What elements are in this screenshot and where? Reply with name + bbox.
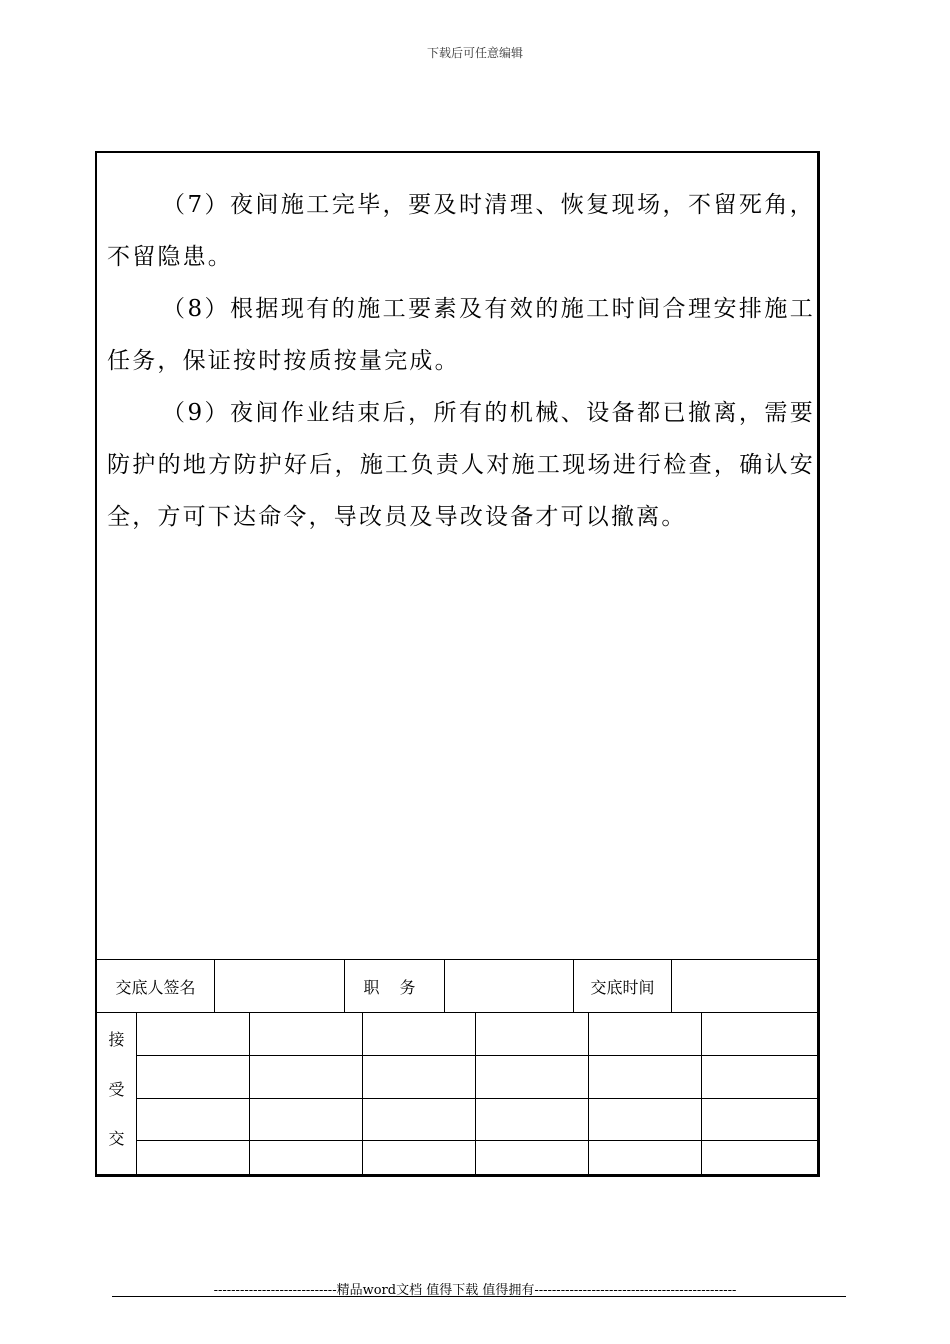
footer-divider	[112, 1296, 846, 1297]
receiver-cell[interactable]	[589, 1099, 702, 1141]
signer-label: 交底人签名	[97, 960, 215, 1012]
position-label: 职务	[345, 960, 445, 1012]
receiver-cell[interactable]	[137, 1013, 250, 1056]
receiver-cell[interactable]	[363, 1141, 476, 1176]
receiver-cell[interactable]	[589, 1056, 702, 1099]
disclosure-form	[95, 151, 820, 1177]
footer-text: ----------------------------精品word文档 值得下载 值得拥有----------------------------------------------	[213, 1283, 737, 1298]
receiver-cell[interactable]	[363, 1099, 476, 1141]
receiver-section	[97, 1013, 819, 1176]
receiver-cell[interactable]	[137, 1141, 250, 1176]
receiver-cell[interactable]	[363, 1013, 476, 1056]
receiver-cell[interactable]	[250, 1141, 363, 1176]
signature-row	[97, 959, 819, 1013]
receiver-label-char: 受	[108, 1079, 125, 1099]
receiver-grid	[137, 1013, 819, 1176]
receiver-label-char: 交	[108, 1129, 125, 1149]
receiver-cell[interactable]	[476, 1141, 589, 1176]
content-body	[107, 179, 815, 543]
receiver-cell[interactable]	[476, 1056, 589, 1099]
time-field[interactable]	[672, 960, 819, 1012]
paragraph-7: （7）夜间施工完毕，要及时清理、恢复现场，不留死角，不留隐患。	[107, 192, 815, 270]
receiver-cell[interactable]	[137, 1056, 250, 1099]
time-label: 交底时间	[574, 960, 672, 1012]
receiver-cell[interactable]	[250, 1013, 363, 1056]
receiver-cell[interactable]	[702, 1056, 819, 1099]
receiver-cell[interactable]	[702, 1013, 819, 1056]
header-note: 下载后可任意编辑	[426, 46, 523, 60]
receiver-cell[interactable]	[250, 1056, 363, 1099]
receiver-cell[interactable]	[702, 1141, 819, 1176]
receiver-label	[97, 1013, 137, 1176]
paragraph-8: （8）根据现有的施工要素及有效的施工时间合理安排施工任务，保证按时按质按量完成。	[107, 296, 815, 374]
receiver-cell[interactable]	[476, 1013, 589, 1056]
receiver-cell[interactable]	[363, 1056, 476, 1099]
receiver-cell[interactable]	[137, 1099, 250, 1141]
position-field[interactable]	[445, 960, 574, 1012]
receiver-label-char: 接	[108, 1030, 125, 1049]
receiver-cell[interactable]	[589, 1141, 702, 1176]
receiver-cell[interactable]	[476, 1099, 589, 1141]
receiver-cell[interactable]	[702, 1099, 819, 1141]
signer-field[interactable]	[215, 960, 345, 1012]
paragraph-9: （9）夜间作业结束后，所有的机械、设备都已撤离，需要防护的地方防护好后，施工负责人对施工现场进行检查，确认安全，方可下达命令，导改员及导改设备才可以撤离。	[107, 400, 815, 530]
receiver-cell[interactable]	[589, 1013, 702, 1056]
receiver-cell[interactable]	[250, 1099, 363, 1141]
